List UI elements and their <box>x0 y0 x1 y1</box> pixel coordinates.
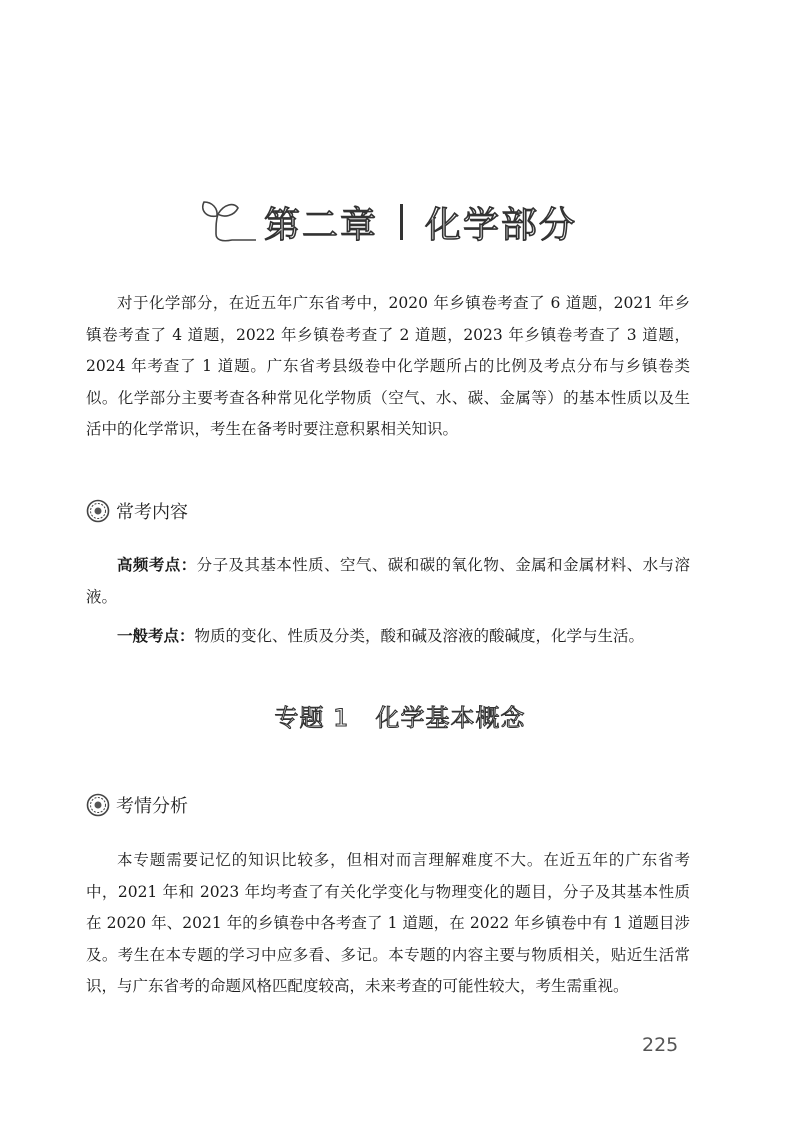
analysis-text: 本专题需要记忆的知识比较多，但相对而言理解难度不大。在近五年的广东省考中，2021 年和 2023 年均考查了有关化学变化与物理变化的题目，分子及其基本性质在 2020 年、2021 年的乡镇卷中各考查了 1 道题，在 2022 年乡镇卷中有 1 道题目涉及。考生在本专题的学习中应多看、多记。本专题的内容主要与物质相关，贴近生活常识，与广东省考的命题风格匹配度较高，未来考查的可能性较大，考生需重视。 <box>86 851 690 995</box>
analysis-paragraph <box>86 845 690 1003</box>
seal-icon <box>86 793 110 817</box>
key-points <box>86 550 690 661</box>
intro-paragraph <box>86 288 690 446</box>
intro-text: 对于化学部分，在近五年广东省考中，2020 年乡镇卷考查了 6 道题，2021 年乡镇卷考查了 4 道题，2022 年乡镇卷考查了 2 道题，2023 年乡镇卷考查了 3 道题，2024 年考查了 1 道题。广东省考县级卷中化学题所占的比例及考点分布与乡镇卷类似。化学部分主要考查各种常见化学物质（空气、水、碳、金属等）的基本性质以及生活中的化学常识，考生在备考时要注意积累相关知识。 <box>86 294 690 438</box>
topic-number: 专题 1 <box>274 704 350 732</box>
section-title: 考情分析 <box>116 796 188 817</box>
chapter-name: 化学部分 <box>425 204 578 246</box>
general-text: 物质的变化、性质及分类，酸和碱及溶液的酸碱度，化学与生活。 <box>194 627 645 645</box>
section-heading-frequent <box>86 498 188 524</box>
topic-heading <box>0 698 800 733</box>
sprout-icon <box>196 196 260 248</box>
chapter-divider <box>400 204 403 240</box>
chapter-number: 第二章 <box>264 204 379 246</box>
seal-icon <box>86 499 110 523</box>
topic-name: 化学基本概念 <box>375 704 526 732</box>
general-points <box>86 621 690 653</box>
high-frequency-label: 高频考点： <box>117 556 197 574</box>
page-number: 225 <box>642 1034 679 1056</box>
section-title: 常考内容 <box>116 502 188 523</box>
general-label: 一般考点： <box>117 627 195 645</box>
high-frequency-points <box>86 550 690 613</box>
high-frequency-text: 分子及其基本性质、空气、碳和碳的氧化物、金属和金属材料、水与溶液。 <box>86 556 690 606</box>
chapter-heading <box>196 192 577 252</box>
section-heading-analysis <box>86 792 188 818</box>
